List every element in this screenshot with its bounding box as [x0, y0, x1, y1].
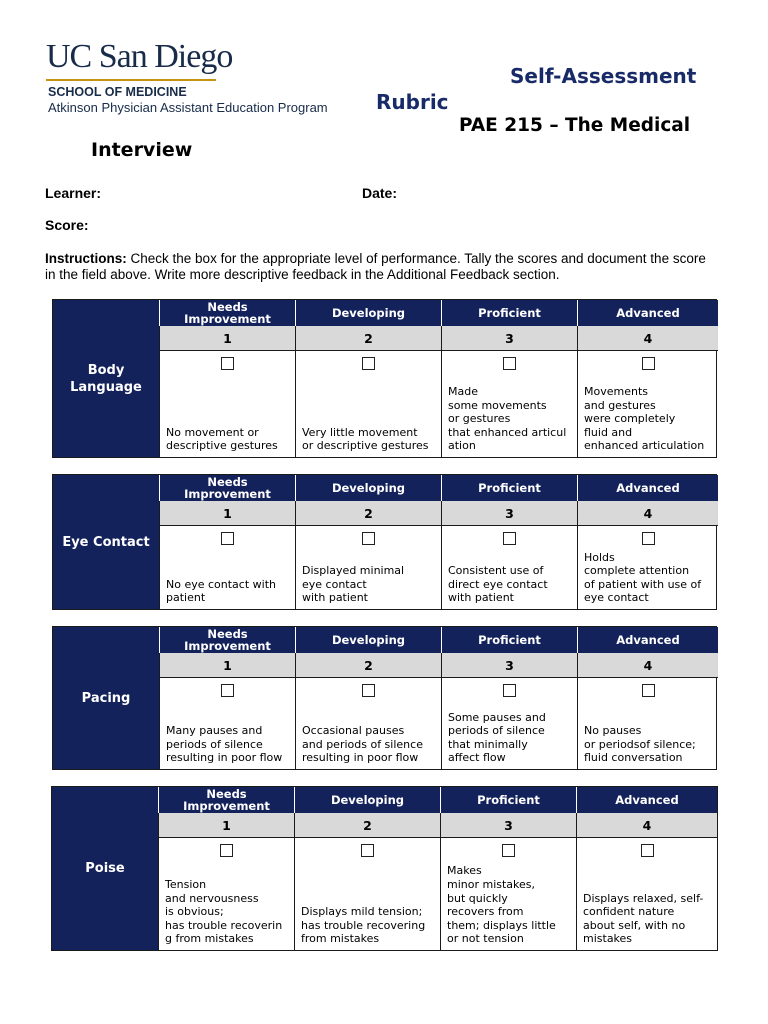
level-header: Needs Improvement [158, 787, 294, 813]
level-header: Developing [295, 475, 441, 501]
ucsd-logo: UC San Diego [46, 38, 233, 75]
title-self-assessment: Self-Assessment [510, 64, 697, 88]
level-score: 1 [159, 653, 295, 678]
level-score: 1 [158, 813, 294, 838]
rubric-table [52, 474, 717, 610]
level-checkbox[interactable] [503, 684, 516, 697]
level-header: Developing [295, 300, 441, 326]
level-checkbox[interactable] [361, 844, 374, 857]
level-description: Many pauses and periods of silence resulting in poor flow [166, 724, 283, 765]
level-score: 1 [159, 501, 295, 526]
level-checkbox[interactable] [642, 684, 655, 697]
level-score: 3 [440, 813, 576, 838]
level-header: Needs Improvement [159, 627, 295, 653]
level-checkbox[interactable] [362, 532, 375, 545]
title-rubric: Rubric [376, 90, 449, 114]
category-label: Pacing [53, 627, 159, 769]
level-description: Made some movements or gestures that enhanced articul ation [448, 385, 567, 453]
level-checkbox[interactable] [362, 357, 375, 370]
level-description: Displayed minimal eye contact with patient [302, 564, 405, 605]
level-cell [159, 678, 295, 769]
level-score: 4 [577, 326, 718, 351]
level-checkbox[interactable] [642, 532, 655, 545]
level-header: Proficient [440, 787, 576, 813]
level-checkbox[interactable] [642, 357, 655, 370]
level-score: 2 [295, 326, 441, 351]
level-cell [159, 351, 295, 457]
instructions-label: Instructions: [45, 251, 127, 266]
level-description: Some pauses and periods of silence that minimally affect flow [448, 710, 546, 765]
level-header: Needs Improvement [159, 300, 295, 326]
category-label: Body Language [53, 300, 159, 457]
level-score: 3 [441, 653, 577, 678]
level-description: No movement or descriptive gestures [166, 425, 278, 453]
level-header: Advanced [576, 787, 717, 813]
level-header: Needs Improvement [159, 475, 295, 501]
level-score: 2 [295, 653, 441, 678]
level-checkbox[interactable] [503, 357, 516, 370]
level-header: Advanced [577, 627, 718, 653]
level-checkbox[interactable] [502, 844, 515, 857]
level-checkbox[interactable] [220, 844, 233, 857]
level-header: Advanced [577, 300, 718, 326]
level-score: 1 [159, 326, 295, 351]
rubric-table [52, 299, 717, 458]
level-description: No eye contact with patient [166, 577, 276, 605]
level-description: Occasional pauses and periods of silence resulting in poor flow [302, 724, 423, 765]
program-name: Atkinson Physician Assistant Education Program [48, 100, 328, 115]
level-cell [441, 526, 577, 609]
level-score: 4 [577, 653, 718, 678]
level-cell [577, 351, 718, 457]
title-interview: Interview [91, 139, 193, 161]
level-checkbox[interactable] [503, 532, 516, 545]
level-cell [440, 838, 576, 950]
level-header: Proficient [441, 627, 577, 653]
school-name: SCHOOL OF MEDICINE [48, 85, 187, 99]
level-cell [577, 526, 718, 609]
rubric-table [52, 626, 717, 770]
logo-rule [46, 79, 216, 81]
level-header: Developing [295, 627, 441, 653]
learner-label: Learner: [45, 185, 102, 201]
level-score: 3 [441, 326, 577, 351]
level-description: Displays relaxed, self- confident nature about self, with no mistakes [583, 891, 704, 946]
level-description: Consistent use of direct eye contact with patient [448, 564, 548, 605]
level-description: Holds complete attention of patient with use of eye contact [584, 550, 702, 605]
level-header: Proficient [441, 300, 577, 326]
level-description: Movements and gestures were completely fluid and enhanced articulation [584, 385, 705, 453]
level-cell [295, 526, 441, 609]
level-score: 3 [441, 501, 577, 526]
level-checkbox[interactable] [362, 684, 375, 697]
level-description: No pauses or periodsof silence; fluid conversation [584, 724, 696, 765]
level-cell [441, 678, 577, 769]
level-cell [577, 678, 718, 769]
level-score: 4 [577, 501, 718, 526]
level-checkbox[interactable] [641, 844, 654, 857]
instructions [45, 251, 720, 283]
rubric-table [51, 786, 718, 951]
level-description: Displays mild tension; has trouble recovering from mistakes [301, 905, 426, 946]
level-cell [295, 351, 441, 457]
category-label: Poise [52, 787, 158, 950]
level-checkbox[interactable] [221, 357, 234, 370]
score-label: Score: [45, 217, 89, 233]
level-cell [295, 678, 441, 769]
level-cell [158, 838, 294, 950]
level-score: 2 [295, 501, 441, 526]
level-cell [576, 838, 717, 950]
level-header: Developing [294, 787, 440, 813]
level-description: Very little movement or descriptive gestures [302, 425, 429, 453]
level-checkbox[interactable] [221, 532, 234, 545]
level-cell [441, 351, 577, 457]
level-score: 4 [576, 813, 717, 838]
level-header: Advanced [577, 475, 718, 501]
level-checkbox[interactable] [221, 684, 234, 697]
date-label: Date: [362, 185, 398, 201]
instructions-text: Check the box for the appropriate level of performance. Tally the scores and document the score in the field above. Write more descriptive feedback in the Additional Feedback section. [45, 251, 706, 282]
level-score: 2 [294, 813, 440, 838]
level-cell [294, 838, 440, 950]
level-header: Proficient [441, 475, 577, 501]
level-cell [159, 526, 295, 609]
level-description: Makes minor mistakes, but quickly recovers from them; displays little or not tension [447, 864, 556, 946]
level-description: Tension and nervousness is obvious; has trouble recoverin g from mistakes [165, 878, 283, 946]
title-course: PAE 215 – The Medical [459, 115, 691, 136]
category-label: Eye Contact [53, 475, 159, 609]
